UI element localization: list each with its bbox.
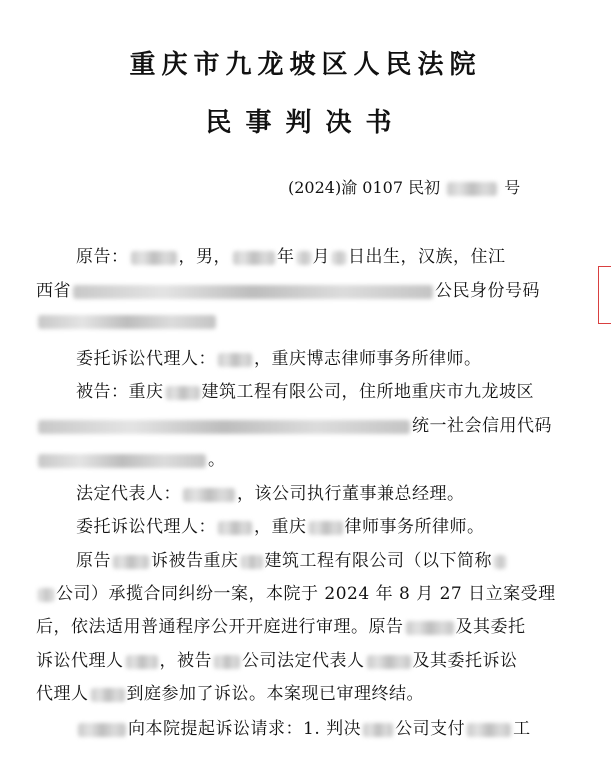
case-summary-line-2: [36, 579, 556, 604]
text: 及其委托诉讼: [412, 651, 518, 671]
redacted-address: [38, 420, 410, 434]
claims-line-1: [76, 714, 531, 739]
text: 向本院提起诉讼请求：1. 判决: [128, 719, 362, 739]
text: 工: [513, 719, 531, 739]
redacted-day: [332, 251, 346, 265]
text: 到庭参加了诉讼。本案现已审理终结。: [126, 684, 424, 704]
redacted-name: [131, 251, 177, 265]
plaintiff-line-2: [36, 276, 540, 301]
text: 原告: [76, 551, 111, 571]
redacted-id-number: [38, 315, 216, 329]
defendant-agent-line: [76, 512, 485, 537]
case-number-suffix: 号: [504, 178, 521, 197]
text: ，重庆博志律师事务所律师。: [254, 349, 482, 369]
redacted-name: [183, 488, 235, 502]
redacted-name: [218, 521, 252, 535]
redacted-name: [166, 386, 200, 400]
text: 律师事务所律师。: [344, 517, 485, 537]
text: 及其委托: [455, 617, 526, 637]
redacted-year: [233, 251, 275, 265]
text: 月: [312, 247, 330, 267]
redacted-short-name: [494, 555, 506, 569]
text: 公司法定代表人: [242, 651, 365, 671]
redacted-name: [91, 688, 125, 702]
case-number: [288, 175, 520, 198]
text: 建筑工程有限公司，住所地重庆市九龙坡区: [201, 382, 534, 402]
text: 诉被告重庆: [151, 551, 239, 571]
case-number-prefix: (2024)渝 0107 民初: [288, 178, 441, 197]
text: ，被告: [159, 651, 212, 671]
redacted-firm: [309, 521, 343, 535]
text: ，该公司执行董事兼总经理。: [237, 484, 465, 504]
text: 西省: [36, 281, 71, 301]
text: 代理人: [36, 684, 89, 704]
text: 公司）承揽合同纠纷一案，本院于 2024 年 8 月 27 日立案受理: [56, 584, 556, 604]
redacted-name: [241, 555, 263, 569]
redacted-name: [363, 723, 393, 737]
defendant-line-1: [76, 377, 534, 402]
text: 。: [208, 450, 226, 470]
defendant-line-3: [36, 445, 226, 470]
court-name-title: 重庆市九龙坡区人民法院: [129, 50, 482, 80]
redacted-name: [218, 353, 252, 367]
legal-representative-line: [76, 479, 465, 504]
plaintiff-agent-line: [76, 344, 482, 369]
redacted-case-number: [447, 182, 497, 196]
text: 委托诉讼代理人：: [76, 349, 216, 369]
text: 统一社会信用代码: [412, 416, 552, 436]
text: 法定代表人：: [76, 484, 181, 504]
text: 日出生，汉族，住江: [348, 247, 506, 267]
plaintiff-line-3: [36, 311, 218, 331]
redacted-amount: [467, 723, 511, 737]
text: 委托诉讼代理人：: [76, 517, 216, 537]
text: 公司支付: [395, 719, 466, 739]
case-summary-line-4: [36, 646, 518, 671]
plaintiff-line-1: [76, 242, 506, 267]
redacted-short-name: [38, 588, 54, 602]
text: 年: [277, 247, 295, 267]
redacted-name: [78, 723, 126, 737]
redacted-name: [113, 555, 149, 569]
document-type-title: 民事判决书: [205, 108, 406, 138]
text: 被告：重庆: [76, 382, 164, 402]
redacted-credit-code: [38, 454, 206, 468]
text: 建筑工程有限公司（以下简称: [264, 551, 492, 571]
redacted-name: [367, 655, 411, 669]
court-seal-edge: [598, 266, 611, 324]
redacted-name: [214, 655, 240, 669]
redacted-address: [73, 285, 433, 299]
text: 原告：: [76, 247, 129, 267]
case-summary-line-1: [76, 546, 508, 571]
redacted-name: [406, 621, 454, 635]
text: 后，依法适用普通程序公开开庭进行审理。原告: [36, 617, 404, 637]
case-summary-line-5: [36, 679, 424, 704]
case-summary-line-3: [36, 612, 526, 637]
text: ，男，: [178, 247, 231, 267]
text: 诉讼代理人: [36, 651, 124, 671]
redacted-month: [297, 251, 311, 265]
text: ，重庆: [254, 517, 307, 537]
text: 公民身份号码: [435, 281, 540, 301]
redacted-name: [126, 655, 158, 669]
defendant-line-2: [36, 411, 552, 436]
